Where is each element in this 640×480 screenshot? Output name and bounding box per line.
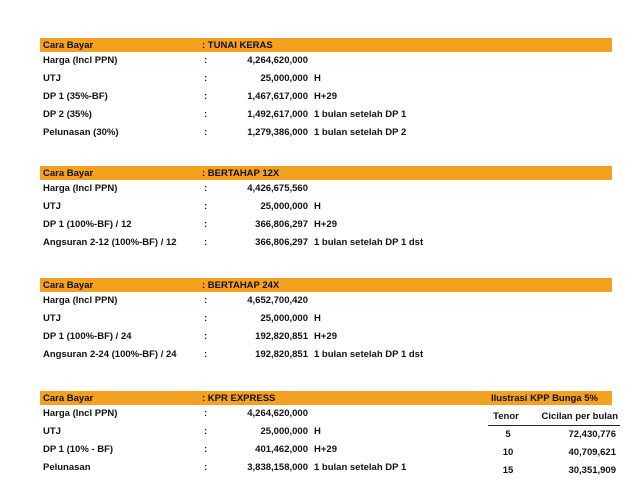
- kpp-illustration-table: [488, 409, 620, 479]
- section-tunai-keras: [40, 38, 612, 141]
- row-note: H: [314, 426, 321, 438]
- cicilan-value: 30,351,909: [568, 464, 616, 476]
- table-row: [40, 105, 612, 123]
- row-colon: :: [204, 183, 208, 195]
- header-label: Cara Bayar: [43, 392, 94, 404]
- row-amount: 25,000,000: [260, 426, 308, 438]
- row-colon: :: [204, 313, 208, 325]
- table-row: [40, 180, 612, 198]
- row-label: DP 1 (100%-BF) / 12: [43, 218, 132, 230]
- row-label: UTJ: [43, 73, 61, 85]
- row-label: DP 1 (100%-BF) / 24: [43, 330, 132, 342]
- row-colon: :: [204, 295, 208, 307]
- header-value: : BERTAHAP 12X: [202, 167, 280, 179]
- tenor-header: Tenor: [493, 411, 519, 422]
- row-label: Angsuran 2-12 (100%-BF) / 12: [43, 236, 177, 248]
- table-row: [40, 70, 612, 88]
- row-label: Harga (Incl PPN): [43, 55, 118, 67]
- row-note: H+29: [314, 443, 337, 455]
- row-colon: :: [204, 108, 208, 120]
- row-amount: 25,000,000: [260, 73, 308, 85]
- kpp-table-header: [488, 409, 620, 426]
- row-label: DP 1 (10% - BF): [43, 443, 114, 455]
- row-amount: 1,467,617,000: [247, 90, 308, 102]
- row-note: H+29: [314, 330, 337, 342]
- tenor-value: 10: [502, 447, 514, 459]
- row-note: 1 bulan setelah DP 1: [314, 461, 407, 473]
- table-row: [40, 328, 612, 346]
- table-row: [40, 198, 612, 216]
- row-label: Harga (Incl PPN): [43, 295, 118, 307]
- tenor-value: 15: [502, 464, 514, 476]
- row-amount: 4,264,620,000: [247, 408, 308, 420]
- header-value: : TUNAI KERAS: [202, 39, 273, 51]
- row-label: UTJ: [43, 426, 61, 438]
- row-note: H: [314, 313, 321, 325]
- tenor-value: 5: [505, 429, 511, 441]
- row-colon: :: [204, 461, 208, 473]
- section-kpr-express: [40, 391, 618, 476]
- header-value: : KPR EXPRESS: [202, 392, 276, 404]
- row-amount: 366,806,297: [255, 236, 308, 248]
- row-amount: 192,820,851: [255, 330, 308, 342]
- row-colon: :: [204, 218, 208, 230]
- table-row: [40, 310, 612, 328]
- row-label: UTJ: [43, 313, 61, 325]
- row-note: 1 bulan setelah DP 2: [314, 126, 407, 138]
- table-row: [40, 216, 612, 234]
- row-note: 1 bulan setelah DP 1 dst: [314, 348, 424, 360]
- section-header: [40, 166, 612, 180]
- row-amount: 366,806,297: [255, 218, 308, 230]
- row-note: 1 bulan setelah DP 1 dst: [314, 236, 424, 248]
- row-colon: :: [204, 408, 208, 420]
- row-label: UTJ: [43, 201, 61, 213]
- row-label: Harga (Incl PPN): [43, 183, 118, 195]
- row-colon: :: [204, 236, 208, 248]
- row-label: DP 2 (35%): [43, 108, 92, 120]
- row-amount: 4,264,620,000: [247, 55, 308, 67]
- row-amount: 1,492,617,000: [247, 108, 308, 120]
- table-row: [40, 88, 612, 106]
- row-colon: :: [204, 443, 208, 455]
- cicilan-header: Cicilan per bulan: [541, 411, 618, 422]
- row-amount: 1,279,386,000: [247, 126, 308, 138]
- row-label: DP 1 (35%-BF): [43, 90, 108, 102]
- kpp-row: [488, 426, 620, 444]
- table-row: [40, 345, 612, 363]
- row-colon: :: [204, 426, 208, 438]
- section-bertahap-12x: [40, 166, 612, 251]
- cicilan-value: 40,709,621: [568, 447, 616, 459]
- section-header: [40, 278, 612, 292]
- table-row: [40, 233, 612, 251]
- row-colon: :: [204, 126, 208, 138]
- row-colon: :: [204, 90, 208, 102]
- row-amount: 25,000,000: [260, 201, 308, 213]
- section-bertahap-24x: [40, 278, 612, 363]
- cicilan-value: 72,430,776: [568, 429, 616, 441]
- row-colon: :: [204, 330, 208, 342]
- row-note: H+29: [314, 90, 337, 102]
- row-amount: 25,000,000: [260, 313, 308, 325]
- row-label: Pelunasan: [43, 461, 91, 473]
- row-amount: 4,652,700,420: [247, 295, 308, 307]
- row-note: H+29: [314, 218, 337, 230]
- row-amount: 4,426,675,560: [247, 183, 308, 195]
- row-label: Angsuran 2-24 (100%-BF) / 24: [43, 348, 177, 360]
- row-amount: 192,820,851: [255, 348, 308, 360]
- row-note: 1 bulan setelah DP 1: [314, 108, 407, 120]
- kpp-row: [488, 462, 620, 480]
- row-colon: :: [204, 201, 208, 213]
- row-colon: :: [204, 348, 208, 360]
- row-label: Harga (Incl PPN): [43, 408, 118, 420]
- row-amount: 401,462,000: [255, 443, 308, 455]
- row-note: H: [314, 201, 321, 213]
- row-label: Pelunasan (30%): [43, 126, 119, 138]
- header-label: Cara Bayar: [43, 279, 94, 291]
- table-row: [40, 292, 612, 310]
- header-value: : BERTAHAP 24X: [202, 279, 280, 291]
- table-row: [40, 123, 612, 141]
- table-row: [40, 52, 612, 70]
- header-label: Cara Bayar: [43, 167, 94, 179]
- section-header: [40, 391, 612, 405]
- kpp-row: [488, 444, 620, 462]
- row-colon: :: [204, 55, 208, 67]
- row-note: H: [314, 73, 321, 85]
- section-header: [40, 38, 612, 52]
- header-kpp-illustration: Ilustrasi KPP Bunga 5%: [491, 392, 598, 404]
- row-amount: 3,838,158,000: [247, 461, 308, 473]
- header-label: Cara Bayar: [43, 39, 94, 51]
- row-colon: :: [204, 73, 208, 85]
